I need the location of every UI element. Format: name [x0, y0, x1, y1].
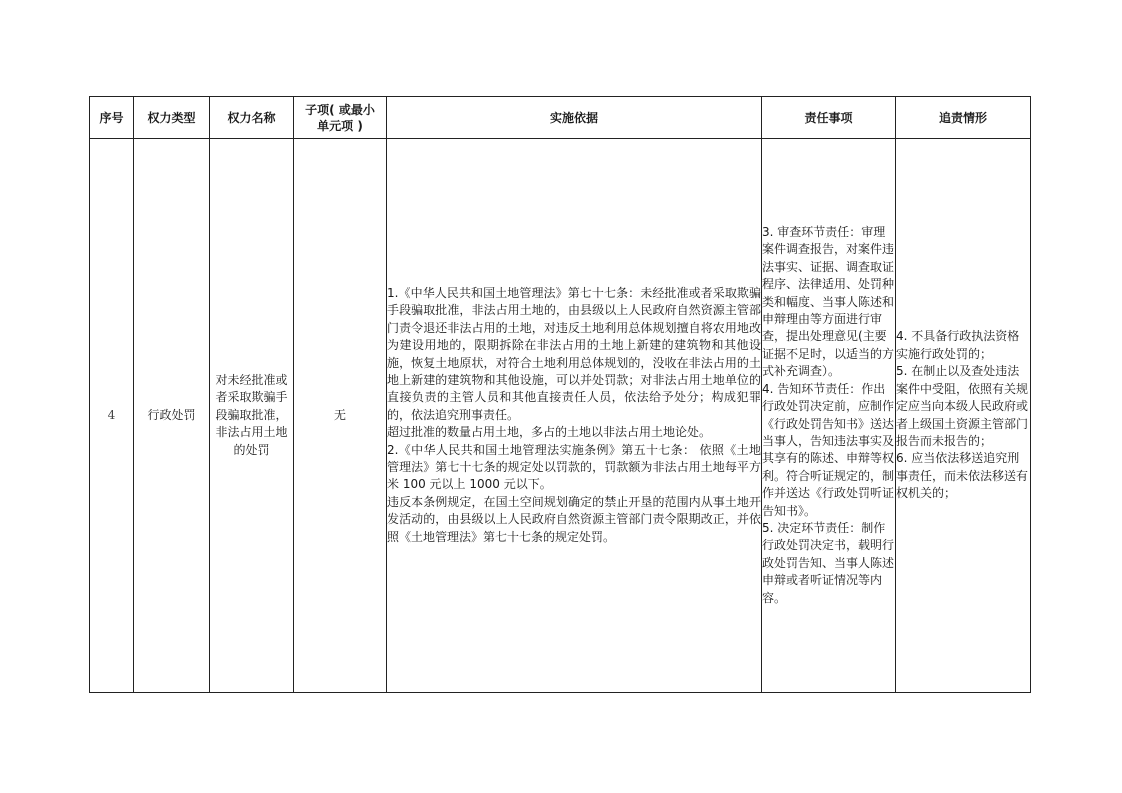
header-accountability: 追责情形: [896, 97, 1031, 139]
header-row: [90, 97, 1031, 139]
header-sub-item: [294, 97, 387, 139]
cell-seq: 4: [90, 139, 134, 693]
basis-paragraph: 超过批准的数量占用土地，多占的土地以非法占用土地论处。: [387, 425, 712, 440]
responsibility-item: 3. 审查环节责任：审理案件调查报告，对案件违法事实、证据、调查取证程序、法律适用、处罚种类和幅度、当事人陈述和申辩理由等方面进行审查，提出处理意见(主要证据不足时，以适当的方式补充调查）。: [762, 225, 895, 379]
header-power-name: 权力名称: [210, 97, 294, 139]
header-seq: 序号: [90, 97, 134, 139]
header-basis: 实施依据: [387, 97, 762, 139]
cell-responsibility: [762, 139, 896, 693]
power-list-table: [89, 96, 1031, 693]
accountability-item: 4. 不具备行政执法资格实施行政处罚的；: [896, 329, 1020, 361]
accountability-item: 6. 应当依法移送追究刑事责任，而未依法移送有权机关的；: [896, 451, 1029, 501]
basis-paragraph: 违反本条例规定，在国土空间规划确定的禁止开垦的范围内从事土地开发活动的，由县级以上人民政府自然资源主管部门责令限期改正，并依照《土地管理法》第七十七条的规定处罚。: [387, 494, 761, 544]
cell-power-name: 对未经批准或者采取欺骗手段骗取批准，非法占用土地的处罚: [210, 139, 294, 693]
responsibility-item: 4. 告知环节责任：作出行政处罚决定前，应制作《行政处罚告知书》送达当事人，告知违法事实及其享有的陈述、申辩等权利。符合听证规定的，制作并送达《行政处罚听证告知书》。: [762, 381, 895, 518]
cell-basis: [387, 139, 762, 693]
accountability-item: 5. 在制止以及查处违法案件中受阻，依照有关规定应当向本级人民政府或者上级国土资源主管部门报告而未报告的；: [896, 364, 1029, 448]
cell-sub-item: 无: [294, 139, 387, 693]
basis-paragraph: 2.《中华人民共和国土地管理法实施条例》第五十七条： 依照《土地管理法》第七十七条的规定处以罚款的，罚款额为非法占用土地每平方米 100 元以上 1000 元以下。: [387, 442, 761, 492]
header-sub-item-line1: 子项( 或最小: [305, 102, 375, 117]
header-power-type: 权力类型: [134, 97, 210, 139]
header-responsibility: 责任事项: [762, 97, 896, 139]
header-sub-item-line2: 单元项 ): [317, 118, 363, 133]
cell-power-type: 行政处罚: [134, 139, 210, 693]
responsibility-item: 5. 决定环节责任：制作行政处罚决定书，载明行政处罚告知、当事人陈述申辩或者听证情况等内容。: [762, 520, 895, 605]
basis-paragraph: 1.《中华人民共和国土地管理法》第七十七条：未经批准或者采取欺骗手段骗取批准，非法占用土地的，由县级以上人民政府自然资源主管部门责令退还非法占用的土地，对违反土地利用总体规划擅自将农用地改为建设用地的，限期拆除在非法占用的土地上新建的建筑物和其他设施，恢复土地原状，对符合土地利用总体规划的，没收在非法占用的土地上新建的建筑物和其他设施，可以并处罚款；对非法占用土地单位的直接负责的主管人员和其他直接责任人员，依法给予处分；构成犯罪的，依法追究刑事责任。: [387, 285, 761, 422]
table-row: [90, 139, 1031, 693]
cell-accountability: [896, 139, 1031, 693]
